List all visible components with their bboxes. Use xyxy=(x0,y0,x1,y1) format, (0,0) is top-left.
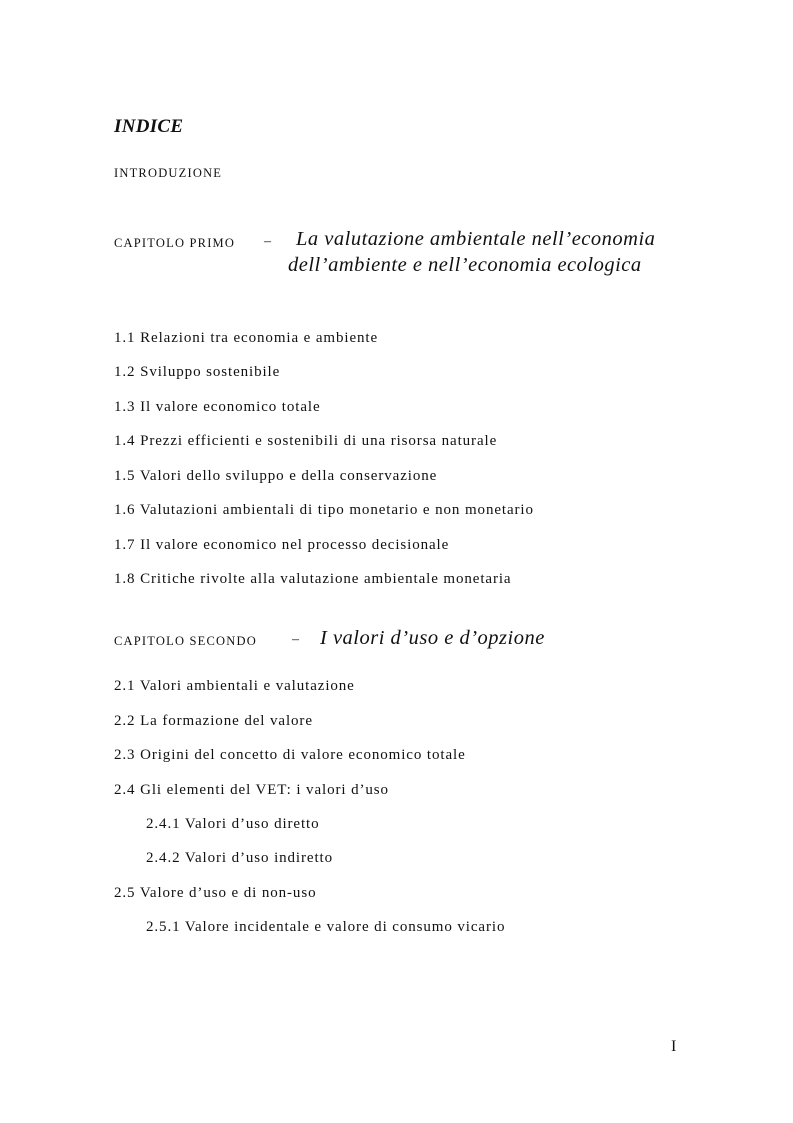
chapter-two-title: I valori d’uso e d’opzione xyxy=(320,627,545,649)
toc-entry-1-6: 1.6 Valutazioni ambientali di tipo monetario e non monetario xyxy=(114,502,534,518)
toc-entry-1-3: 1.3 Il valore economico totale xyxy=(114,399,321,415)
index-heading: INDICE xyxy=(114,116,184,137)
page-number: I xyxy=(671,1038,677,1055)
toc-entry-1-7: 1.7 Il valore economico nel processo decisionale xyxy=(114,537,450,553)
chapter-two-label: CAPITOLO SECONDO xyxy=(114,634,257,648)
toc-entry-1-8: 1.8 Critiche rivolte alla valutazione ambientale monetaria xyxy=(114,571,512,587)
chapter-one-title-line1: La valutazione ambientale nell’economia xyxy=(296,228,656,250)
toc-entry-2-4-1: 2.4.1 Valori d’uso diretto xyxy=(146,816,320,832)
chapter-one-dash: – xyxy=(264,234,271,249)
toc-entry-2-3: 2.3 Origini del concetto di valore economico totale xyxy=(114,747,466,763)
toc-entry-2-1: 2.1 Valori ambientali e valutazione xyxy=(114,678,355,694)
toc-entry-2-5-1: 2.5.1 Valore incidentale e valore di consumo vicario xyxy=(146,919,506,935)
introduction-entry: INTRODUZIONE xyxy=(114,166,223,180)
toc-entry-2-4: 2.4 Gli elementi del VET: i valori d’uso xyxy=(114,782,389,798)
toc-entry-1-4: 1.4 Prezzi efficienti e sostenibili di una risorsa naturale xyxy=(114,433,498,449)
toc-entry-1-2: 1.2 Sviluppo sostenibile xyxy=(114,364,281,380)
chapter-two-dash: – xyxy=(292,632,299,647)
toc-entry-2-4-2: 2.4.2 Valori d’uso indiretto xyxy=(146,850,333,866)
toc-entry-1-5: 1.5 Valori dello sviluppo e della conservazione xyxy=(114,468,438,484)
chapter-one-title-line2: dell’ambiente e nell’economia ecologica xyxy=(288,254,642,276)
toc-entry-2-5: 2.5 Valore d’uso e di non-uso xyxy=(114,885,317,901)
toc-entry-1-1: 1.1 Relazioni tra economia e ambiente xyxy=(114,330,379,346)
chapter-one-label: CAPITOLO PRIMO xyxy=(114,236,236,250)
toc-entry-2-2: 2.2 La formazione del valore xyxy=(114,713,313,729)
